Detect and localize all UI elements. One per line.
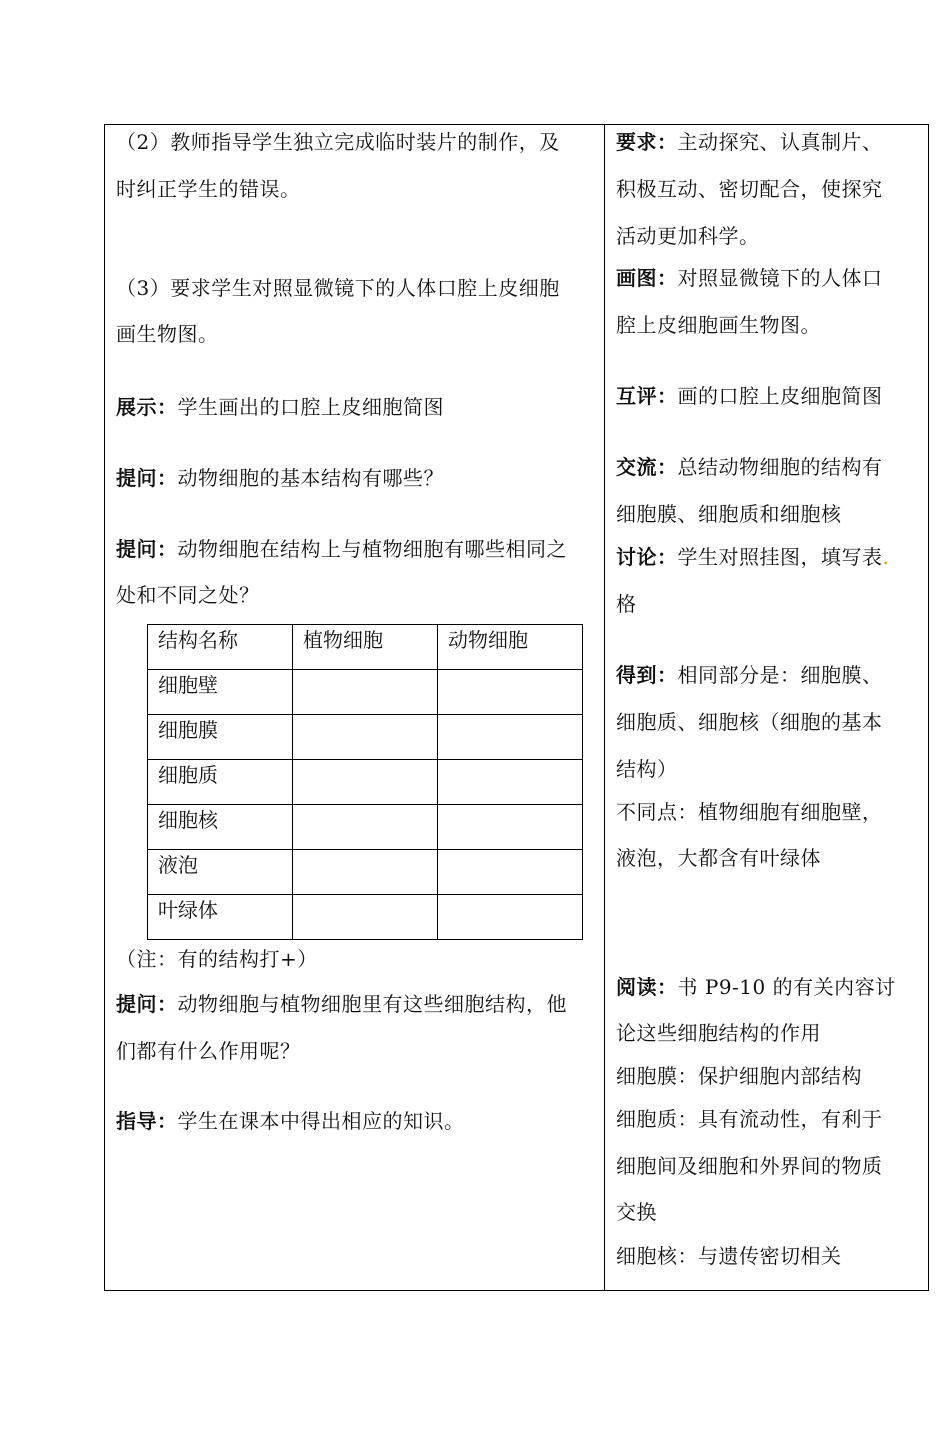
question2-text: 动物细胞在结构上与植物细胞有哪些相同之	[177, 537, 567, 561]
reading-label: 阅读：	[616, 975, 678, 999]
exchange-line2: 细胞膜、细胞质和细胞核	[616, 502, 842, 526]
step2-line1: （2）教师指导学生独立完成临时装片的制作，及	[116, 130, 560, 154]
difference-line2: 液泡，大都含有叶绿体	[616, 846, 821, 870]
question2-line2: 处和不同之处？	[116, 583, 260, 607]
animal-cell-cell	[438, 715, 583, 760]
requirement-line3: 活动更加科学。	[616, 224, 760, 248]
structure-name: 细胞核	[148, 805, 293, 850]
cell-comparison-table	[147, 624, 583, 940]
result-text: 相同部分是：细胞膜、	[677, 663, 883, 687]
discussion-label: 讨论：	[616, 545, 678, 569]
table-note: （注：有的结构打+）	[116, 947, 318, 971]
requirement-label: 要求：	[616, 130, 678, 154]
plant-cell-cell	[293, 850, 438, 895]
guide-text: 学生在课本中得出相应的知识。	[177, 1109, 465, 1133]
result-label: 得到：	[616, 663, 678, 687]
question1-line	[116, 466, 444, 490]
table-row	[148, 715, 583, 760]
drawing-line1	[616, 266, 883, 290]
structure-name: 细胞壁	[148, 670, 293, 715]
peer-review-text: 画的口腔上皮细胞简图	[677, 384, 883, 408]
structure-name: 细胞质	[148, 760, 293, 805]
discussion-line2: 格	[616, 592, 637, 616]
result-line1	[616, 663, 883, 687]
structure-name: 液泡	[148, 850, 293, 895]
show-text: 学生画出的口腔上皮细胞简图	[177, 395, 444, 419]
table-header: 动物细胞	[438, 625, 583, 670]
table-row	[148, 760, 583, 805]
cytoplasm-function-line1: 细胞质：具有流动性，有利于	[616, 1107, 883, 1131]
membrane-function: 细胞膜：保护细胞内部结构	[616, 1064, 862, 1088]
animal-cell-cell	[438, 805, 583, 850]
question1-label: 提问：	[116, 466, 178, 490]
animal-cell-cell	[438, 895, 583, 940]
result-line2: 细胞质、细胞核（细胞的基本	[616, 710, 883, 734]
reading-line2: 论这些细胞结构的作用	[616, 1021, 821, 1045]
plant-cell-cell	[293, 805, 438, 850]
table-row	[148, 670, 583, 715]
guide-label: 指导：	[116, 1109, 178, 1133]
result-line3: 结构）	[616, 757, 678, 781]
animal-cell-cell	[438, 760, 583, 805]
discussion-line1	[616, 545, 889, 569]
cytoplasm-function-line3: 交换	[616, 1200, 657, 1224]
peer-review-label: 互评：	[616, 384, 678, 408]
question2-label: 提问：	[116, 537, 178, 561]
reading-line1	[616, 975, 896, 999]
discussion-text: 学生对照挂图，填写表	[677, 545, 883, 569]
requirement-text: 主动探究、认真制片、	[677, 130, 883, 154]
question3-line1	[116, 992, 567, 1016]
cytoplasm-function-line2: 细胞间及细胞和外界间的物质	[616, 1154, 883, 1178]
show-label: 展示：	[116, 395, 178, 419]
question3-line2: 们都有什么作用呢？	[116, 1039, 301, 1063]
difference-line1: 不同点：植物细胞有细胞壁，	[616, 800, 883, 824]
guide-line	[116, 1109, 465, 1133]
question1-text: 动物细胞的基本结构有哪些？	[177, 466, 444, 490]
table-row	[148, 850, 583, 895]
drawing-text: 对照显微镜下的人体口	[677, 266, 883, 290]
question2-line1	[116, 537, 567, 561]
drawing-line2: 腔上皮细胞画生物图。	[616, 313, 821, 337]
table-header-row	[148, 625, 583, 670]
nucleus-function: 细胞核：与遗传密切相关	[616, 1244, 842, 1268]
exchange-line1	[616, 455, 883, 479]
exchange-label: 交流：	[616, 455, 678, 479]
exchange-text: 总结动物细胞的结构有	[677, 455, 883, 479]
animal-cell-cell	[438, 850, 583, 895]
step3-line1: （3）要求学生对照显微镜下的人体口腔上皮细胞	[116, 276, 560, 300]
animal-cell-cell	[438, 670, 583, 715]
structure-name: 叶绿体	[148, 895, 293, 940]
plant-cell-cell	[293, 670, 438, 715]
plant-cell-cell	[293, 760, 438, 805]
reading-text: 书 P9-10 的有关内容讨	[677, 975, 896, 999]
plant-cell-cell	[293, 715, 438, 760]
requirement-line1	[616, 130, 883, 154]
table-row	[148, 895, 583, 940]
table-header: 结构名称	[148, 625, 293, 670]
column-divider	[604, 124, 605, 1291]
table-header: 植物细胞	[293, 625, 438, 670]
plant-cell-cell	[293, 895, 438, 940]
structure-name: 细胞膜	[148, 715, 293, 760]
mark-dot-icon: .	[882, 545, 890, 569]
requirement-line2: 积极互动、密切配合，使探究	[616, 177, 883, 201]
step2-line2: 时纠正学生的错误。	[116, 177, 301, 201]
peer-review-line	[616, 384, 883, 408]
question3-label: 提问：	[116, 992, 178, 1016]
show-line	[116, 395, 444, 419]
question3-text: 动物细胞与植物细胞里有这些细胞结构，他	[177, 992, 567, 1016]
step3-line2: 画生物图。	[116, 322, 219, 346]
drawing-label: 画图：	[616, 266, 678, 290]
table-row	[148, 805, 583, 850]
